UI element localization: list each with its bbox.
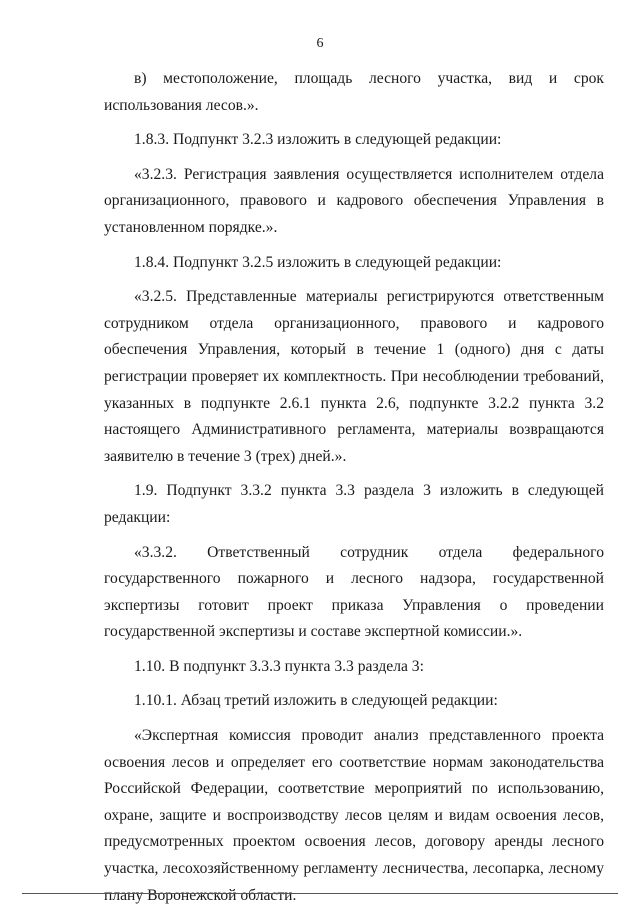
paragraph: 1.8.4. Подпункт 3.2.5 изложить в следующей редакции: (134, 253, 502, 271)
paragraph: 1.10. В подпункт 3.3.3 пункта 3.3 раздела 3: (134, 657, 424, 675)
paragraph: 1.9. Подпункт 3.3.2 пункта 3.3 раздела 3 изложить в следующей редакции: (104, 482, 604, 526)
paragraph: «Экспертная комиссия проводит анализ представленного проекта освоения лесов и определяет его соответствие нормам законодательства Российской Федерации, соответствие мероприятий по использованию, охране, защите и воспроизводству лесов целям и видам освоения лесов, предусмотренных проектом освоения лесов, договору аренды лесного участка, лесохозяйственному регламенту лесничества, лесопарка, лесному плану Воронежской области. (104, 727, 604, 904)
page-number: 6 (316, 36, 324, 51)
paragraph: 1.10.1. Абзац третий изложить в следующей редакции: (134, 692, 498, 710)
paragraph: «3.2.5. Представленные материалы регистрируются ответственным сотрудником отдела организационного, правового и кадрового обеспечения Управления, который в течение 1 (одного) дня с даты регистрации проверяет их комплектность. При несоблюдении требований, указанных в подпункте 2.6.1 пункта 2.6, подпункте 3.2.2 пункта 3.2 настоящего Административного регламента, материалы возвращаются заявителю в течение 3 (трех) дней.». (104, 288, 604, 465)
paragraph: «3.2.3. Регистрация заявления осуществляется исполнителем отдела организационного, правового и кадрового обеспечения Управления в установленном порядке.». (104, 165, 604, 236)
paragraph: 1.8.3. Подпункт 3.2.3 изложить в следующей редакции: (134, 131, 502, 149)
paragraph: в) местоположение, площадь лесного участка, вид и срок использования лесов.». (104, 70, 604, 114)
bottom-rule (22, 893, 618, 894)
document-body (104, 66, 604, 909)
paragraph: «3.3.2. Ответственный сотрудник отдела федерального государственного пожарного и лесного надзора, государственной экспертизы готовит проект приказа Управления о проведении государственной экспертизы и составе экспертной комиссии.». (104, 543, 604, 641)
